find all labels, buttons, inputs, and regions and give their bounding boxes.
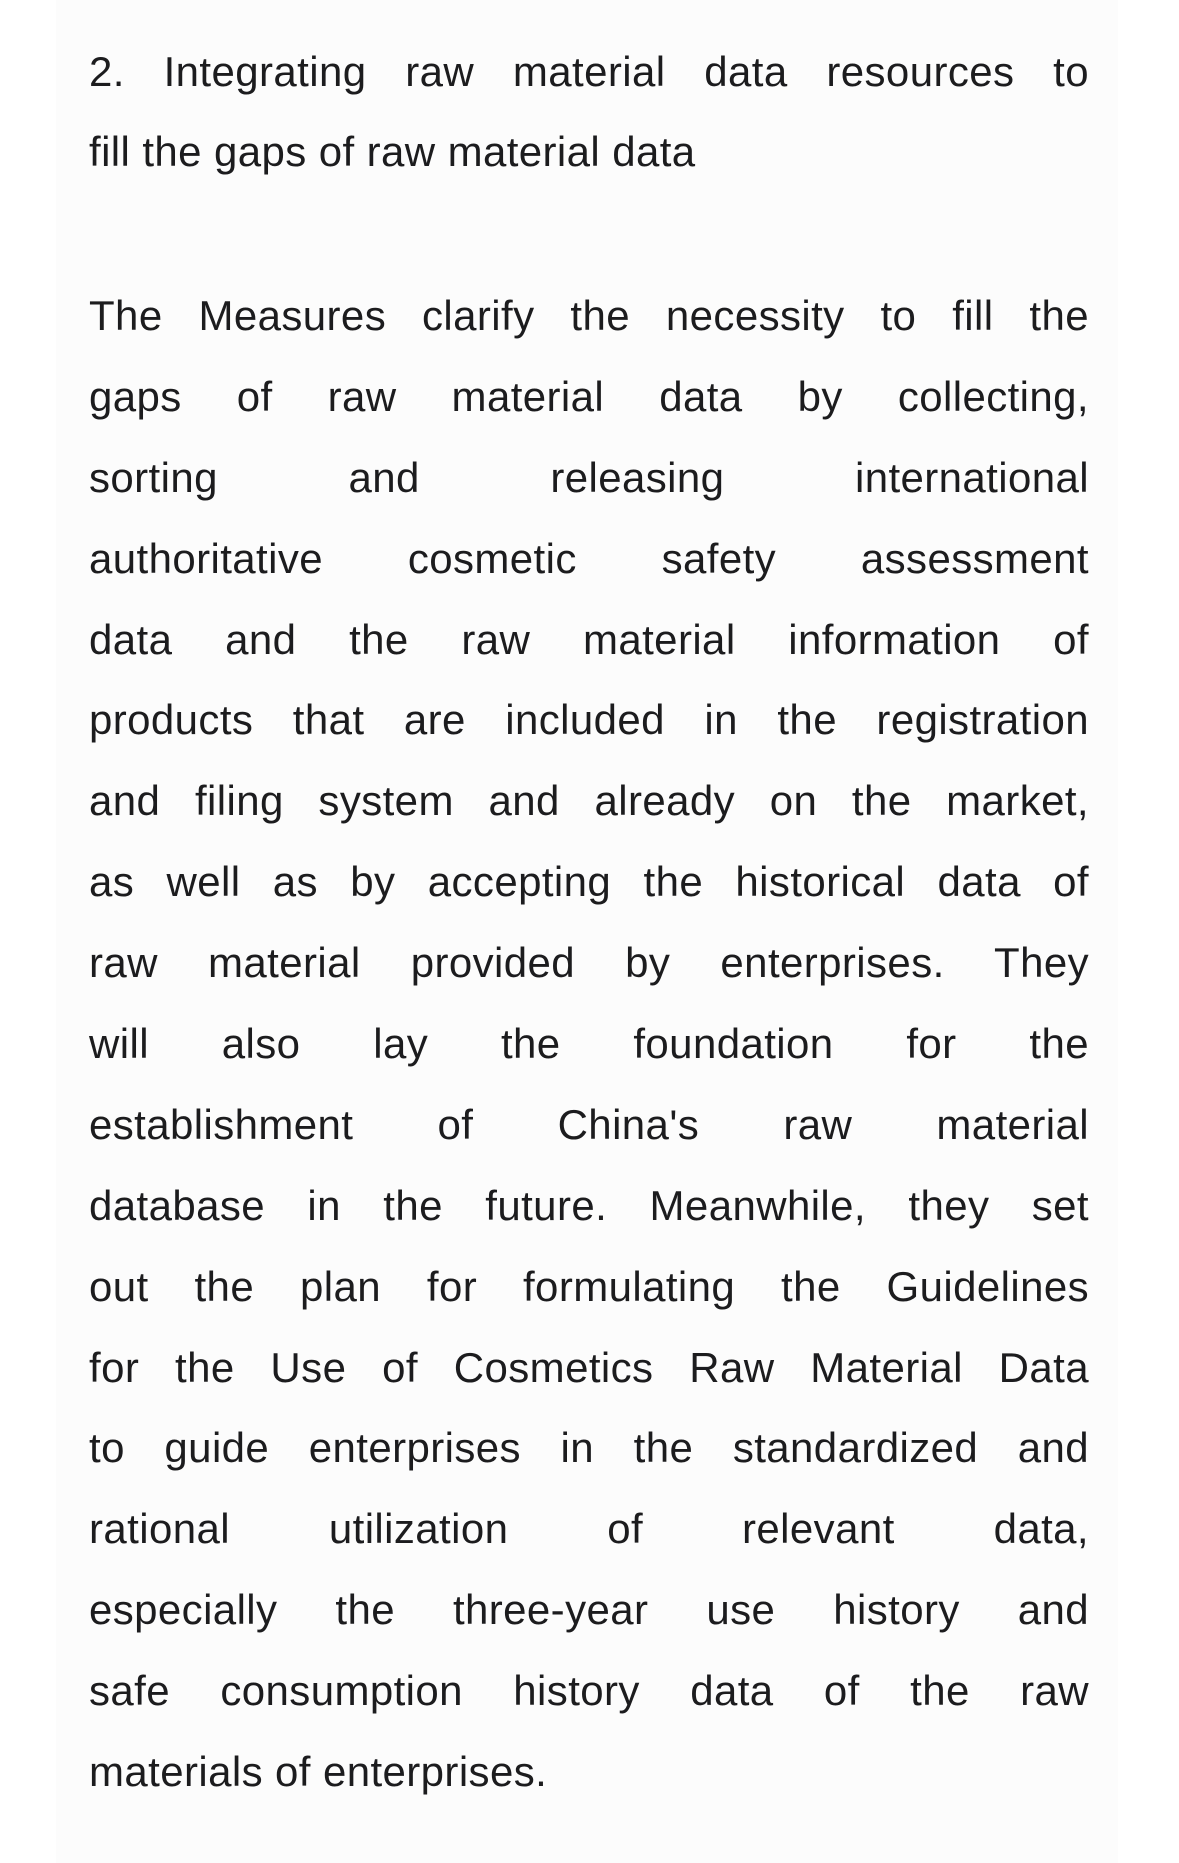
paragraph-line: The Measures clarify the necessity to fill the xyxy=(89,292,1089,339)
paragraph-line: to guide enterprises in the standardized and xyxy=(89,1424,1089,1472)
paragraph-line: database in the future. Meanwhile, they set xyxy=(89,1181,1089,1229)
paragraph-line: materials of enterprises. xyxy=(89,1748,548,1796)
heading-line: fill the gaps of raw material data xyxy=(89,128,696,175)
paragraph-line: authoritative cosmetic safety assessment xyxy=(89,534,1089,582)
paragraph-line: products that are included in the registration xyxy=(89,696,1089,744)
paragraph-line: sorting and releasing international xyxy=(89,453,1089,501)
heading-line: 2. Integrating raw material data resources to xyxy=(89,48,1089,95)
section-heading xyxy=(89,32,1089,192)
paragraph-line: for the Use of Cosmetics Raw Material Data xyxy=(89,1343,1089,1391)
paragraph-line: out the plan for formulating the Guidelines xyxy=(89,1262,1089,1310)
paragraph-line: gaps of raw material data by collecting, xyxy=(89,372,1089,420)
paragraph-line: data and the raw material information of xyxy=(89,615,1089,663)
body-paragraph xyxy=(89,276,1089,1813)
paragraph-line: especially the three-year use history and xyxy=(89,1586,1089,1634)
paragraph-line: raw material provided by enterprises. They xyxy=(89,939,1089,987)
paragraph-line: as well as by accepting the historical data of xyxy=(89,858,1089,906)
paragraph-line: rational utilization of relevant data, xyxy=(89,1505,1089,1553)
paragraph-line: will also lay the foundation for the xyxy=(89,1020,1089,1068)
paragraph-line: and filing system and already on the market, xyxy=(89,777,1089,825)
paragraph-line: safe consumption history data of the raw xyxy=(89,1667,1089,1715)
paragraph-line: establishment of China's raw material xyxy=(89,1100,1089,1148)
